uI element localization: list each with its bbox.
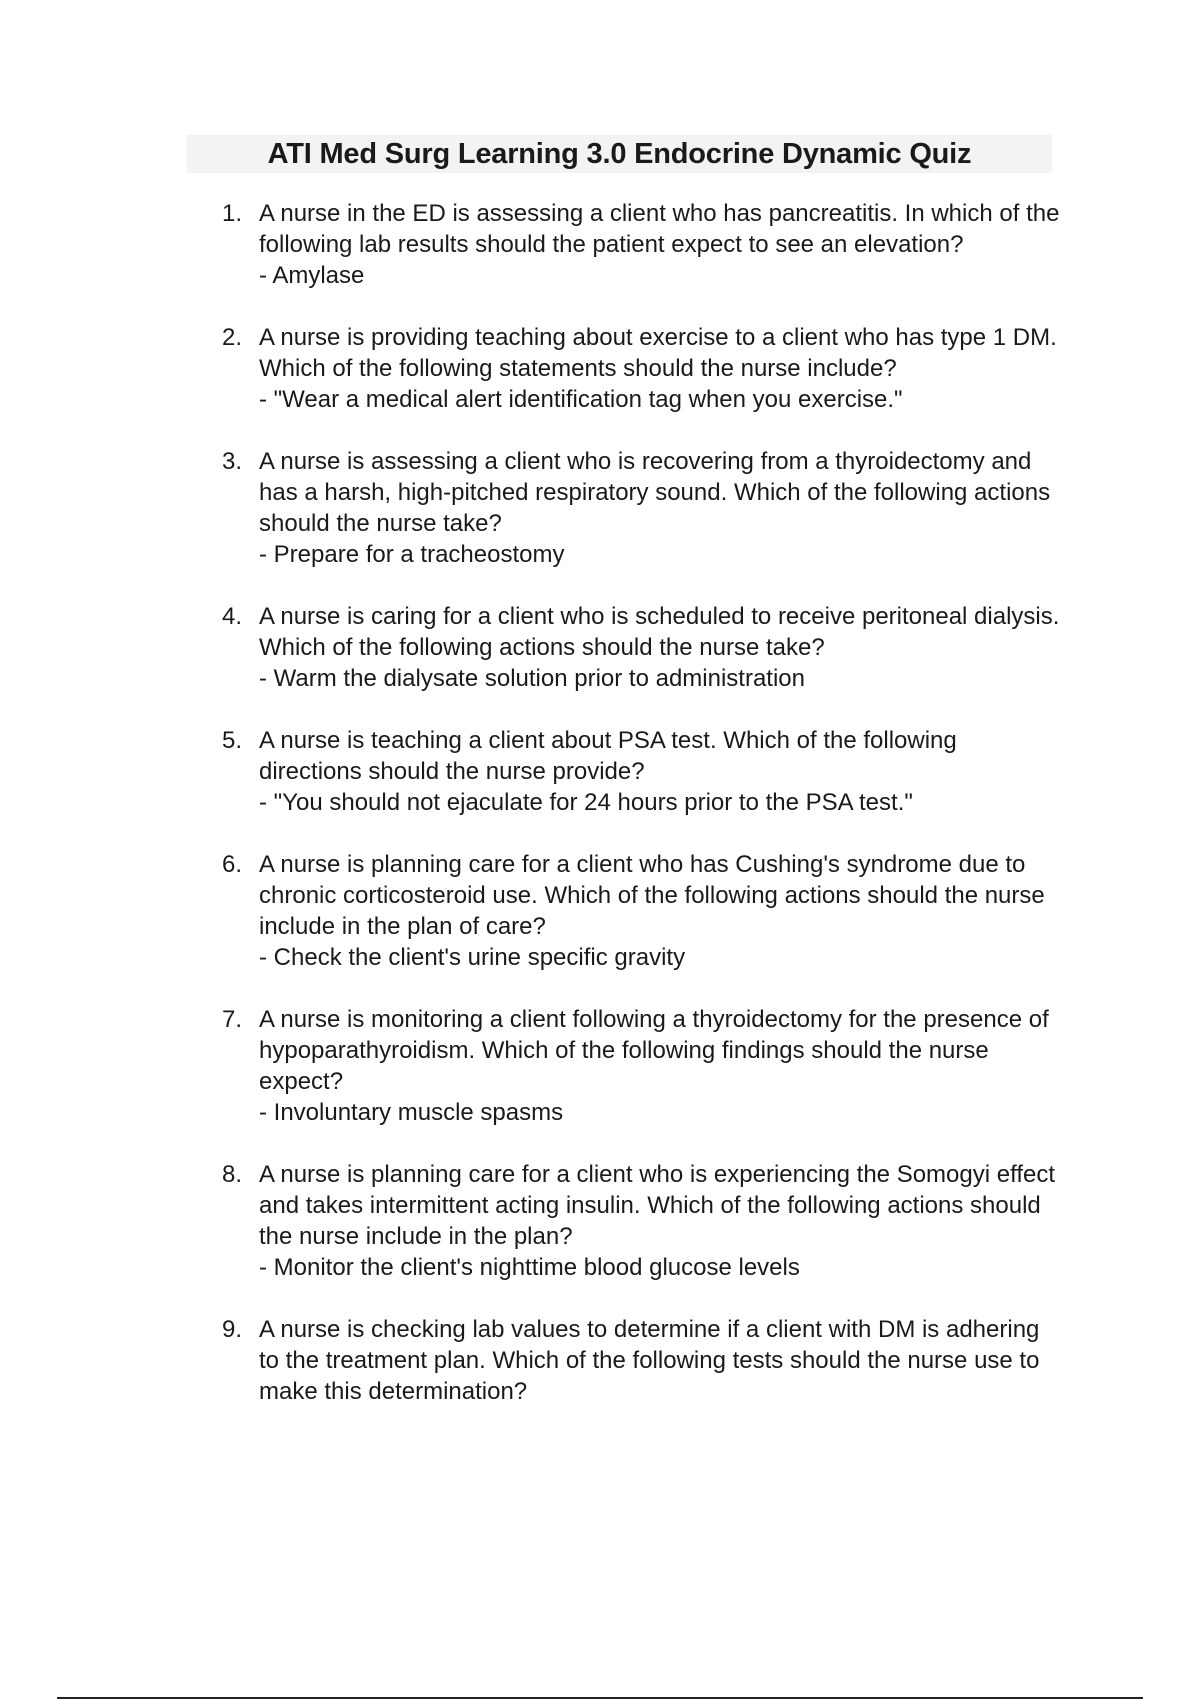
- question-answer: - Amylase: [259, 262, 365, 289]
- footer-divider: [57, 1697, 1143, 1699]
- question-item-3: [222, 446, 1062, 570]
- question-answer: - "You should not ejaculate for 24 hours prior to the PSA test.": [259, 789, 913, 816]
- question-number: 8.: [222, 1161, 243, 1188]
- question-number: 2.: [222, 324, 243, 351]
- question-text: A nurse is planning care for a client who is experiencing the Somogyi effect and takes intermittent acting insulin. Which of the following actions should the nurse include in the plan?: [259, 1161, 1056, 1250]
- question-answer: - Prepare for a tracheostomy: [259, 541, 565, 568]
- question-answer: - Warm the dialysate solution prior to administration: [259, 665, 805, 692]
- document-title: ATI Med Surg Learning 3.0 Endocrine Dynamic Quiz: [267, 137, 972, 170]
- question-item-8: [222, 1159, 1062, 1283]
- question-answer: - Involuntary muscle spasms: [259, 1099, 564, 1126]
- question-item-2: [222, 322, 1062, 415]
- question-text: A nurse is teaching a client about PSA test. Which of the following directions should the nurse provide?: [259, 727, 957, 785]
- question-text: A nurse is checking lab values to determine if a client with DM is adhering to the treatment plan. Which of the following tests should the nurse use to make this determination?: [259, 1316, 1040, 1405]
- question-number: 7.: [222, 1006, 243, 1033]
- question-answer: - "Wear a medical alert identification tag when you exercise.": [259, 386, 903, 413]
- question-number: 4.: [222, 603, 243, 630]
- question-item-4: [222, 601, 1062, 694]
- question-text: A nurse is caring for a client who is scheduled to receive peritoneal dialysis. Which of the following actions should the nurse take?: [259, 603, 1060, 661]
- question-text: A nurse is planning care for a client who has Cushing's syndrome due to chronic corticosteroid use. Which of the following actions should the nurse include in the plan of care?: [259, 851, 1045, 940]
- question-answer: - Monitor the client's nighttime blood glucose levels: [259, 1254, 800, 1281]
- question-item-5: [222, 725, 1062, 818]
- question-number: 3.: [222, 448, 243, 475]
- question-item-6: [222, 849, 1062, 973]
- question-text: A nurse is monitoring a client following a thyroidectomy for the presence of hypoparathyroidism. Which of the following findings should the nurse expect?: [259, 1006, 1049, 1095]
- question-number: 1.: [222, 200, 243, 227]
- title-banner: [187, 135, 1052, 173]
- question-item-1: [222, 198, 1062, 291]
- question-number: 6.: [222, 851, 243, 878]
- question-list: [222, 198, 1062, 1438]
- question-answer: - Check the client's urine specific gravity: [259, 944, 686, 971]
- question-item-7: [222, 1004, 1062, 1128]
- question-text: A nurse is providing teaching about exercise to a client who has type 1 DM. Which of the following statements should the nurse include?: [259, 324, 1057, 382]
- question-text: A nurse is assessing a client who is recovering from a thyroidectomy and has a harsh, high-pitched respiratory sound. Which of the following actions should the nurse take?: [259, 448, 1051, 537]
- question-item-9: [222, 1314, 1062, 1407]
- question-text: A nurse in the ED is assessing a client who has pancreatitis. In which of the following lab results should the patient expect to see an elevation?: [259, 200, 1060, 258]
- question-number: 5.: [222, 727, 243, 754]
- question-number: 9.: [222, 1316, 243, 1343]
